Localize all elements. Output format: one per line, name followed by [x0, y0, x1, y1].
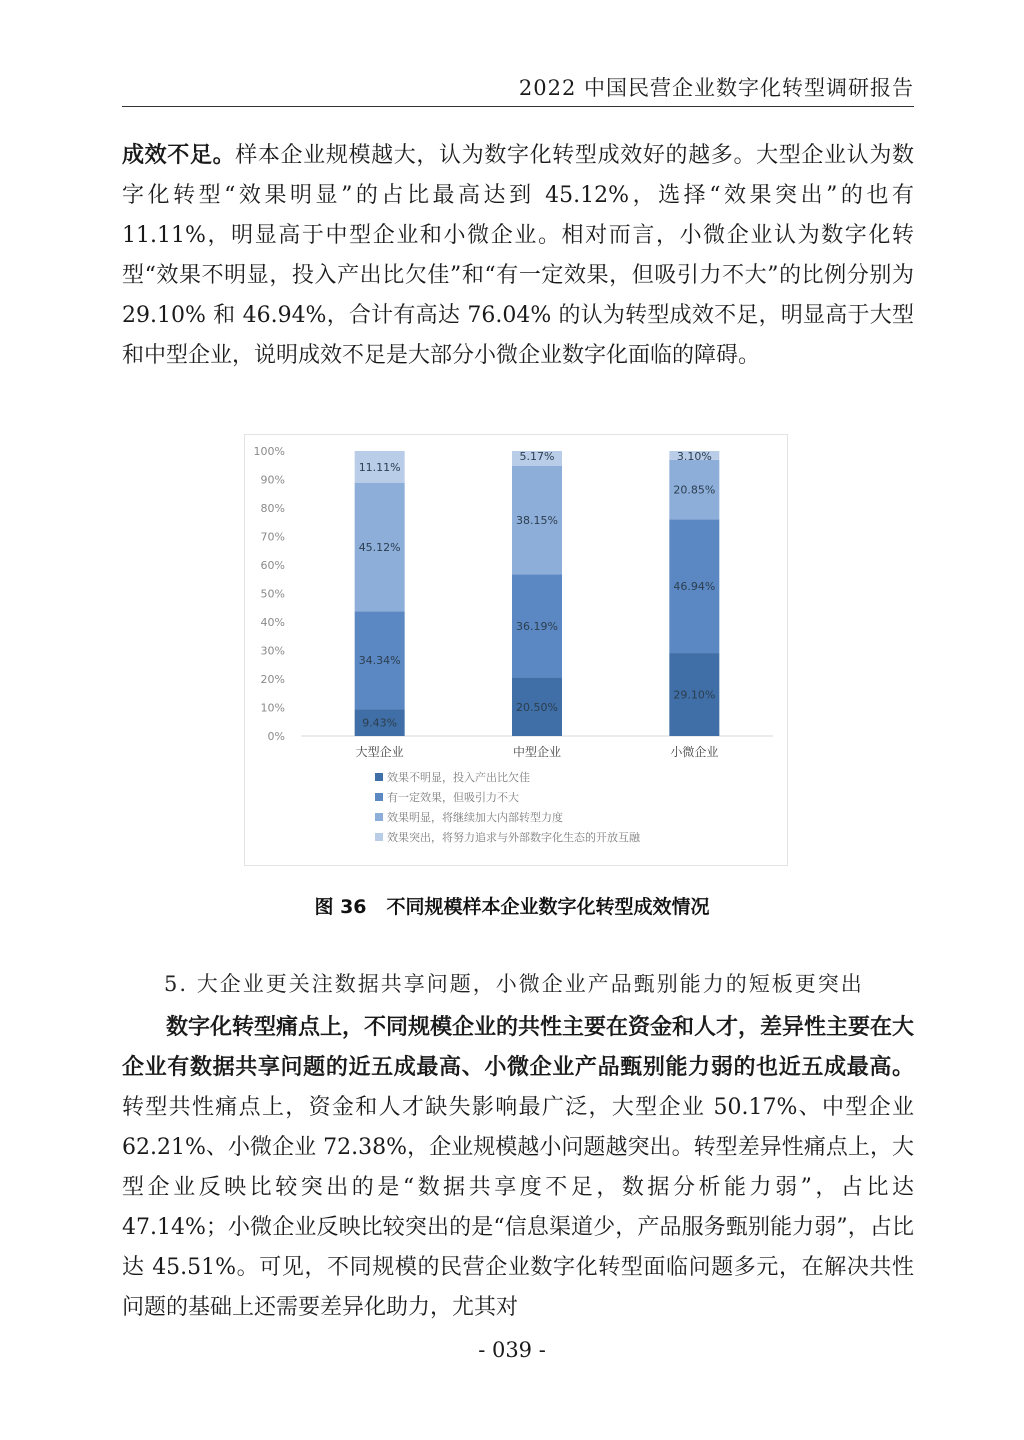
- y-tick-label: 60%: [260, 559, 285, 572]
- legend-swatch: [375, 813, 383, 821]
- y-tick-label: 10%: [260, 701, 285, 715]
- data-label: 20.85%: [673, 483, 716, 497]
- running-header: 2022 中国民营企业数字化转型调研报告: [518, 76, 914, 100]
- y-tick-label: 90%: [260, 473, 285, 487]
- legend-swatch: [375, 773, 383, 781]
- paragraph-2-lead: 数字化转型痛点上，不同规模企业的共性主要在资金和人才，差异性主要在大企业有数据共享问题的近五成最高、小微企业产品甄别能力弱的也近五成最高。: [122, 1015, 915, 1080]
- data-label: 36.19%: [516, 620, 558, 634]
- data-label: 11.11%: [358, 460, 401, 474]
- data-label: 46.94%: [673, 580, 716, 594]
- paragraph-1: [122, 136, 914, 376]
- stacked-bar-chart: [245, 435, 787, 865]
- data-label: 38.15%: [516, 514, 558, 528]
- legend-label: 效果突出，将努力追求与外部数字化生态的开放互融: [387, 831, 640, 844]
- paragraph-1-lead: 成效不足。: [122, 143, 236, 168]
- data-label: 45.12%: [358, 540, 401, 554]
- data-label: 34.34%: [358, 654, 401, 668]
- y-tick-label: 40%: [260, 616, 285, 629]
- page-number: - 039 -: [478, 1338, 546, 1362]
- y-tick-label: 50%: [260, 587, 285, 601]
- legend-swatch: [375, 793, 383, 801]
- section-heading: 5. 大企业更关注数据共享问题，小微企业产品甄别能力的短板更突出: [164, 972, 864, 996]
- y-tick-label: 80%: [260, 502, 285, 515]
- legend-label: 有一定效果，但吸引力不大: [387, 791, 519, 804]
- figure-caption: [0, 892, 1024, 919]
- paragraph-2-body: 转型共性痛点上，资金和人才缺失影响最广泛，大型企业 50.17%、中型企业 62.21%、小微企业 72.38%，企业规模越小问题越突出。转型差异性痛点上，大型企业反映比较突出的是“数据共享度不足，数据分析能力弱”，占比达 47.14%；小微企业反映比较突出的是“信息渠道少，产品服务甄别能力弱”，占比达 45.51%。可见，不同规模的民营企业数字化转型面临问题多元，在解决共性问题的基础上还需要差异化助力，尤其对: [122, 1095, 914, 1320]
- legend-swatch: [375, 833, 383, 841]
- figure-number: 图 36: [314, 896, 367, 918]
- data-label: 5.17%: [519, 449, 555, 463]
- figure-title: 不同规模样本企业数字化转型成效情况: [386, 896, 710, 918]
- y-tick-label: 70%: [260, 530, 285, 544]
- y-tick-label: 100%: [253, 445, 285, 458]
- data-label: 20.50%: [516, 700, 558, 714]
- y-tick-label: 20%: [260, 673, 285, 686]
- x-category-label: 大型企业: [355, 745, 404, 759]
- x-category-label: 小微企业: [670, 745, 719, 759]
- data-label: 29.10%: [673, 688, 716, 702]
- y-tick-label: 0%: [267, 730, 285, 743]
- y-tick-label: 30%: [260, 644, 285, 658]
- legend-label: 效果明显，将继续加大内部转型力度: [387, 811, 563, 824]
- figure-frame: [244, 434, 788, 866]
- data-label: 9.43%: [362, 716, 398, 730]
- paragraph-1-body: 样本企业规模越大，认为数字化转型成效好的越多。大型企业认为数字化转型“效果明显”的占比最高达到 45.12%，选择“效果突出”的也有 11.11%，明显高于中型企业和小微企业。相对而言，小微企业认为数字化转型“效果不明显，投入产出比欠佳”和“有一定效果，但吸引力不大”的比例分别为 29.10% 和 46.94%，合计有高达 76.04% 的认为转型成效不足，明显高于大型和中型企业，说明成效不足是大部分小微企业数字化面临的障碍。: [122, 143, 914, 368]
- data-label: 3.10%: [676, 450, 712, 464]
- header-rule: [122, 106, 914, 107]
- legend-label: 效果不明显，投入产出比欠佳: [387, 771, 530, 784]
- x-category-label: 中型企业: [512, 745, 562, 759]
- paragraph-2: [122, 1008, 914, 1328]
